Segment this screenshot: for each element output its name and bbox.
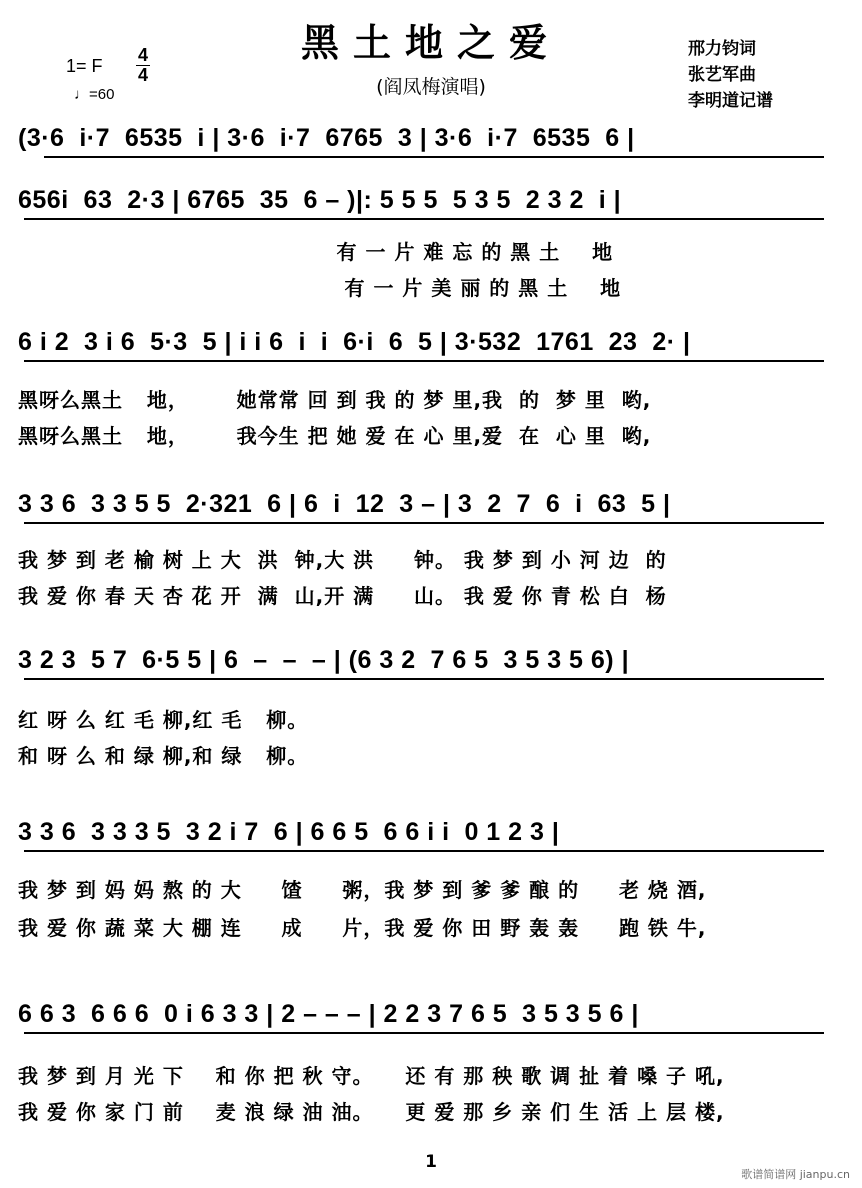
notation-row-7: 6 6 3 6 6 6 0 i 6 3 3 | 2 – – – | 2 2 3 7 6 5 3 5 3 5 6 | <box>18 1000 639 1028</box>
beam-row-2 <box>24 218 824 220</box>
lyric-row-7-verse-2: 我 爱 你 家 门 前 麦 浪 绿 油 油。 更 爱 那 乡 亲 们 生 活 上 层 楼, <box>18 1100 725 1124</box>
lyric-row-2-verse-1: 有 一 片 难 忘 的 黑 土 地 <box>18 240 614 264</box>
composer-credit: 张艺军曲 <box>688 65 756 85</box>
notation-row-6: 3 3 6 3 3 3 5 3 2 i 7 6 | 6 6 5 6 6 i i 0 1 2 3 | <box>18 818 560 846</box>
beam-row-4 <box>24 522 824 524</box>
notation-row-2: 656i 63 2·3 | 6765 35 6 – )|: 5 5 5 5 3 5 2 3 2 i | <box>18 186 622 214</box>
key-signature: 1= F <box>66 56 103 76</box>
lyric-row-4-verse-1: 我 梦 到 老 榆 树 上 大 洪 钟,大 洪 钟。 我 梦 到 小 河 边 的 <box>18 548 667 572</box>
site-watermark: 歌谱简谱网 jianpu.cn <box>741 1168 850 1181</box>
notation-row-4: 3 3 6 3 3 5 5 2·321 6 | 6 i 12 3 – | 3 2 7 6 i 63 5 | <box>18 490 671 518</box>
credits <box>688 36 773 114</box>
lyric-row-3-verse-2: 黑呀么黑土 地， 我今生 把 她 爱 在 心 里,爱 在 心 里 哟, <box>18 424 652 448</box>
beam-row-6 <box>24 850 824 852</box>
beam-row-3 <box>24 360 824 362</box>
beam-row-7 <box>24 1032 824 1034</box>
transcriber-credit: 李明道记谱 <box>688 91 773 111</box>
beam-row-5 <box>24 678 824 680</box>
time-signature-top: 4 <box>137 45 148 65</box>
song-title: 黑土地之爱 <box>300 20 561 65</box>
page-number: 1 <box>425 1152 437 1172</box>
lyric-row-7-verse-1: 我 梦 到 月 光 下 和 你 把 秋 守。 还 有 那 秧 歌 调 扯 着 嗓 子 吼, <box>18 1064 725 1088</box>
lyricist-credit: 邢力钧词 <box>688 39 756 59</box>
performer-subtitle: (阎凤梅演唱) <box>376 76 486 98</box>
time-signature-bottom: 4 <box>137 65 148 85</box>
beam-row-1 <box>44 156 824 158</box>
tempo-marking: ♩=60 <box>74 86 115 103</box>
time-signature <box>134 46 152 85</box>
lyric-row-6-verse-1: 我 梦 到 妈 妈 熬 的 大 馇 粥，我 梦 到 爹 爹 酿 的 老 烧 酒, <box>18 878 707 902</box>
lyric-row-2-verse-2: 有 一 片 美 丽 的 黑 土 地 <box>18 276 622 300</box>
lyric-row-5-verse-1: 红 呀 么 红 毛 柳,红 毛 柳。 <box>18 708 309 732</box>
lyric-row-6-verse-2: 我 爱 你 蔬 菜 大 棚 连 成 片，我 爱 你 田 野 轰 轰 跑 铁 牛, <box>18 916 707 940</box>
lyric-row-5-verse-2: 和 呀 么 和 绿 柳,和 绿 柳。 <box>18 744 309 768</box>
lyric-row-3-verse-1: 黑呀么黑土 地， 她常常 回 到 我 的 梦 里,我 的 梦 里 哟, <box>18 388 652 412</box>
notation-row-1: (3·6 i·7 6535 i | 3·6 i·7 6765 3 | 3·6 i·7 6535 6 | <box>18 124 635 152</box>
notation-row-5: 3 2 3 5 7 6·5 5 | 6 – – – | (6 3 2 7 6 5 3 5 3 5 6) | <box>18 646 630 674</box>
notation-row-3: 6 i 2 3 i 6 5·3 5 | i i 6 i i 6·i 6 5 | 3·532 1761 23 2· | <box>18 328 691 356</box>
lyric-row-4-verse-2: 我 爱 你 春 天 杏 花 开 满 山,开 满 山。 我 爱 你 青 松 白 杨 <box>18 584 667 608</box>
